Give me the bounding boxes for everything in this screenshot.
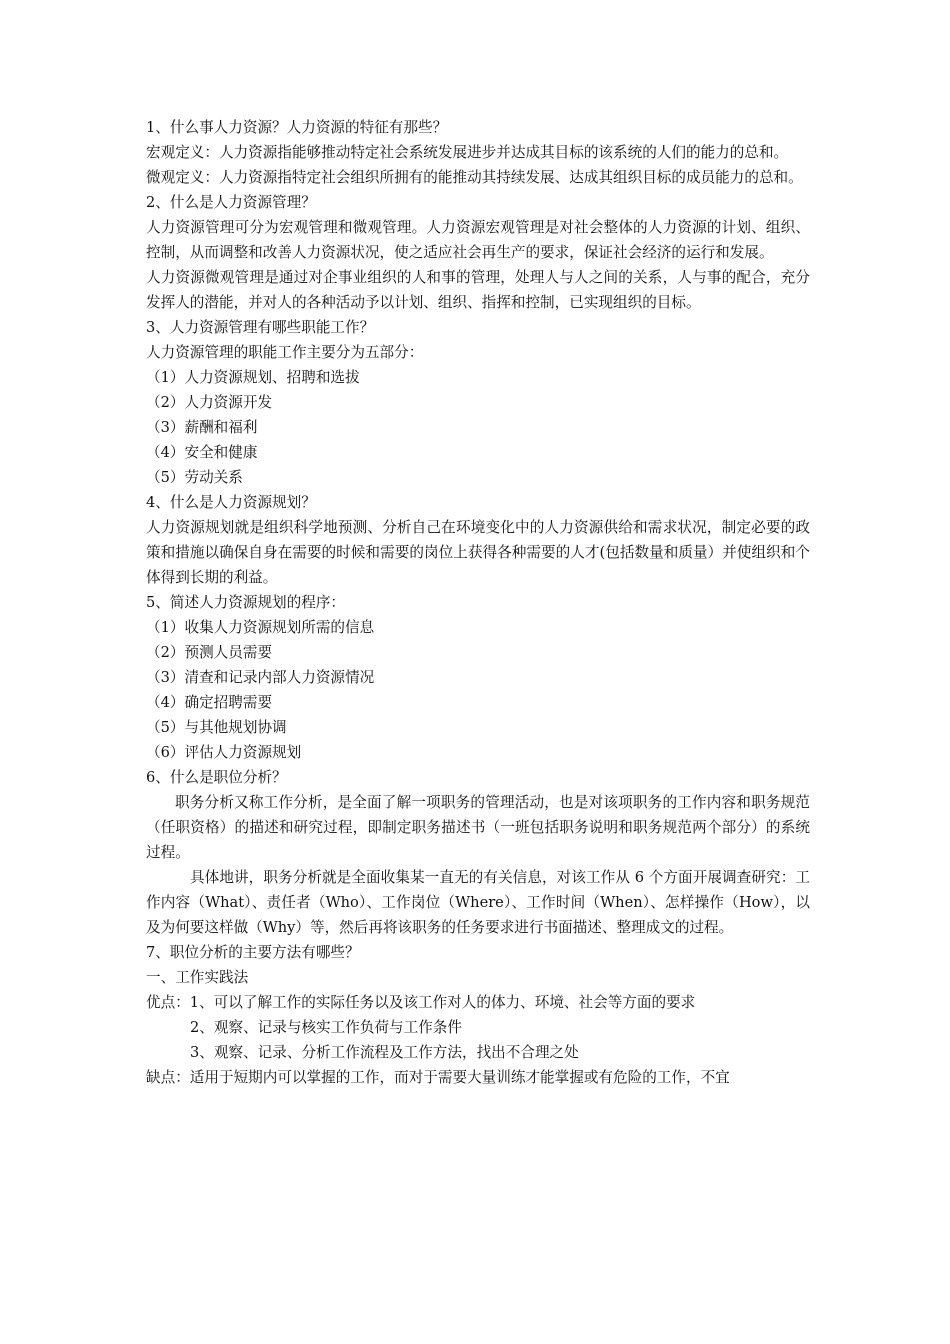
list-item: （1）收集人力资源规划所需的信息 (146, 619, 375, 636)
disadvantages-line: 缺点：适用于短期内可以掌握的工作，而对于需要大量训练才能掌握或有危险的工作，不宜 (146, 1069, 730, 1086)
advantages-line-1: 优点：1、可以了解工作的实际任务以及该工作对人的体力、环境、社会等方面的要求 (146, 994, 696, 1011)
subheading-method-1: 一、工作实践法 (146, 969, 249, 986)
list-item: （4）确定招聘需要 (146, 694, 273, 711)
list-item: （1）人力资源规划、招聘和选拔 (146, 369, 360, 386)
list-item: （3）清查和记录内部人力资源情况 (146, 669, 375, 686)
list-item: （4）安全和健康 (146, 444, 258, 461)
advantages-line-2: 2、观察、记录与核实工作负荷与工作条件 (190, 1019, 462, 1036)
paragraph-micro-definition: 微观定义：人力资源指特定社会组织所拥有的能推动其持续发展、达成其组织目标的成员能力的总和。 (146, 169, 803, 186)
paragraph-job-analysis: 职务分析又称工作分析，是全面了解一项职务的管理活动，也是对该项职务的工作内容和职务规范（任职资格）的描述和研究过程，即制定职务描述书（一班包括职务说明和职务规范两个部分）的系统过程。 (146, 794, 810, 861)
paragraph-job-analysis-detail: 具体地讲，职务分析就是全面收集某一直无的有关信息，对该工作从 6 个方面开展调查研究：工作内容（What）、责任者（Who）、工作岗位（Where）、工作时间（When）、怎样操作（How），以及为何要这样做（Why）等，然后再将该职务的任务要求进行书面描述、整理成文的过程。 (146, 869, 810, 936)
list-item: （2）预测人员需要 (146, 644, 273, 661)
advantages-line-3: 3、观察、记录、分析工作流程及工作方法，找出不合理之处 (190, 1044, 579, 1061)
list-item: （6）评估人力资源规划 (146, 744, 302, 761)
list-item: （5）与其他规划协调 (146, 719, 287, 736)
paragraph-functions-intro: 人力资源管理的职能工作主要分为五部分： (146, 344, 424, 361)
heading-q4: 4、什么是人力资源规划？ (146, 494, 316, 511)
heading-q1: 1、什么事人力资源？人力资源的特征有那些？ (146, 119, 448, 136)
list-item: （2）人力资源开发 (146, 394, 273, 411)
paragraph-hrm-micro: 人力资源微观管理是通过对企事业组织的人和事的管理，处理人与人之间的关系，人与事的配合，充分发挥人的潜能，并对人的各种活动予以计划、组织、指挥和控制，已实现组织的目标。 (146, 269, 810, 311)
paragraph-hrm-macro: 人力资源管理可分为宏观管理和微观管理。人力资源宏观管理是对社会整体的人力资源的计划、组织、控制，从而调整和改善人力资源状况，使之适应社会再生产的要求，保证社会经济的运行和发展。 (146, 219, 810, 261)
list-item: （5）劳动关系 (146, 469, 243, 486)
heading-q2: 2、什么是人力资源管理？ (146, 194, 316, 211)
heading-q3: 3、人力资源管理有哪些职能工作？ (146, 319, 375, 336)
paragraph-macro-definition: 宏观定义：人力资源指能够推动特定社会系统发展进步并达成其目标的该系统的人们的能力的总和。 (146, 144, 789, 161)
heading-q6: 6、什么是职位分析？ (146, 769, 287, 786)
list-item: （3）薪酬和福利 (146, 419, 258, 436)
heading-q5: 5、简述人力资源规划的程序： (146, 594, 346, 611)
document-body (146, 115, 810, 1090)
heading-q7: 7、职位分析的主要方法有哪些？ (146, 944, 360, 961)
paragraph-hr-planning: 人力资源规划就是组织科学地预测、分析自己在环境变化中的人力资源供给和需求状况，制定必要的政策和措施以确保自身在需要的时候和需要的岗位上获得各种需要的人才(包括数量和质量）并使组织和个体得到长期的利益。 (146, 519, 810, 586)
